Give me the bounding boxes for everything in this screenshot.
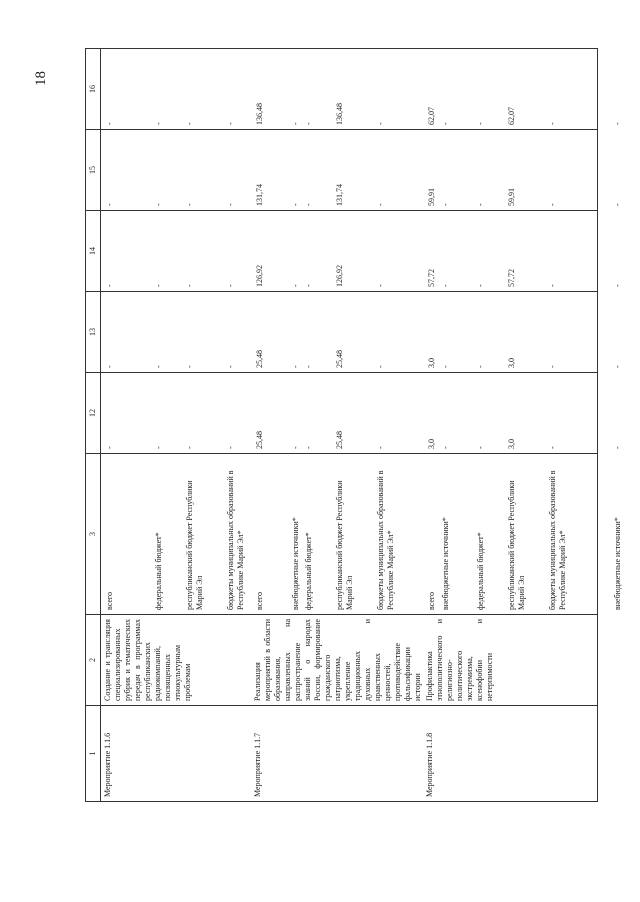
funding-value: - [105, 284, 114, 287]
funding-value: - [185, 203, 194, 206]
funding-source: федеральный бюджет* [154, 532, 163, 610]
funding-value: - [226, 203, 235, 206]
table-row [251, 49, 423, 802]
funding-value: 62,07 [426, 107, 436, 125]
funding-value: - [185, 284, 194, 287]
funding-value: 131,74 [254, 184, 264, 206]
year-value-cell [423, 130, 622, 211]
funding-value: 59,91 [506, 188, 516, 206]
funding-value: 3,0 [506, 439, 516, 449]
funding-value: 3,0 [426, 358, 436, 368]
funding-value: - [547, 284, 557, 287]
funding-value: - [291, 365, 300, 368]
funding-value: - [612, 203, 622, 206]
funding-value: 59,91 [426, 188, 436, 206]
funding-value: - [303, 365, 313, 368]
funding-value: - [291, 446, 300, 449]
funding-source: бюджеты муниципальных образований в Республике Марий Эл* [547, 470, 567, 610]
funding-value: 131,74 [334, 184, 344, 206]
funding-value: - [226, 365, 235, 368]
funding-value: 57,72 [426, 269, 436, 287]
funding-value: - [375, 122, 385, 125]
funding-value: - [303, 122, 313, 125]
funding-source: бюджеты муниципальных образований в Республике Марий Эл* [226, 470, 245, 610]
funding-sources-cell [101, 454, 300, 615]
funding-value: - [375, 446, 385, 449]
funding-value: - [375, 284, 385, 287]
funding-source: всего [105, 591, 114, 610]
year-value-cell [423, 49, 622, 130]
funding-value: 136,48 [334, 103, 344, 125]
funding-value: - [154, 203, 163, 206]
funding-value: - [154, 122, 163, 125]
funding-value: 3,0 [426, 439, 436, 449]
funding-value: - [185, 446, 194, 449]
year-value-cell [423, 373, 622, 454]
column-header: 13 [86, 292, 101, 373]
table-row [423, 49, 598, 802]
funding-source: федеральный бюджет* [475, 532, 485, 610]
funding-value: - [440, 284, 450, 287]
funding-value: - [105, 365, 114, 368]
funding-sources-cell [251, 454, 450, 615]
column-header: 1 [86, 706, 101, 802]
column-header: 16 [86, 49, 101, 130]
funding-source: республиканский бюджет Республики Марий Эл [185, 480, 204, 610]
funding-value: - [547, 365, 557, 368]
funding-value: - [547, 203, 557, 206]
funding-value: - [291, 122, 300, 125]
funding-value: 25,48 [254, 350, 264, 368]
funding-value: 136,48 [254, 103, 264, 125]
funding-source: бюджеты муниципальных образований в Республике Марий Эл* [375, 470, 395, 610]
measure-cell: Мероприятие 1.1.8 [423, 706, 598, 802]
funding-value: - [105, 446, 114, 449]
funding-value: - [440, 446, 450, 449]
funding-value: - [226, 284, 235, 287]
funding-value: - [154, 365, 163, 368]
funding-source: внебюджетные источники* [291, 517, 300, 610]
measure-cell: Мероприятие 1.1.6 [101, 706, 251, 802]
header-row [86, 49, 101, 802]
funding-value: 62,07 [506, 107, 516, 125]
funding-value: 25,48 [254, 431, 264, 449]
budget-body [101, 49, 622, 802]
funding-value: - [612, 284, 622, 287]
funding-value: - [185, 122, 194, 125]
column-header: 12 [86, 373, 101, 454]
funding-value: - [291, 284, 300, 287]
year-value-cell [423, 211, 622, 292]
funding-source: всего [426, 591, 436, 610]
funding-value: - [226, 446, 235, 449]
funding-value: - [440, 365, 450, 368]
funding-value: - [475, 203, 485, 206]
funding-value: - [185, 365, 194, 368]
funding-source: республиканский бюджет Республики Марий Эл [334, 480, 354, 610]
funding-source: республиканский бюджет Республики Марий Эл [506, 480, 526, 610]
funding-value: - [612, 365, 622, 368]
column-header: 15 [86, 130, 101, 211]
funding-value: - [475, 446, 485, 449]
funding-value: - [475, 365, 485, 368]
funding-value: - [154, 284, 163, 287]
funding-value: - [440, 122, 450, 125]
year-value-cell [423, 292, 622, 373]
funding-value: - [303, 446, 313, 449]
funding-value: - [547, 122, 557, 125]
funding-value: 126,92 [334, 265, 344, 287]
funding-value: - [105, 203, 114, 206]
funding-source: всего [254, 591, 264, 610]
funding-source: внебюджетные источники* [612, 517, 622, 610]
funding-value: - [475, 122, 485, 125]
funding-value: 3,0 [506, 358, 516, 368]
funding-value: 25,48 [334, 431, 344, 449]
funding-value: - [303, 284, 313, 287]
funding-value: 25,48 [334, 350, 344, 368]
funding-value: - [612, 122, 622, 125]
funding-source: внебюджетные источники* [440, 517, 450, 610]
column-header: 2 [86, 615, 101, 706]
funding-value: - [226, 122, 235, 125]
funding-value: - [612, 446, 622, 449]
funding-value: - [440, 203, 450, 206]
funding-value: 126,92 [254, 265, 264, 287]
funding-value: - [303, 203, 313, 206]
funding-value: - [105, 122, 114, 125]
funding-value: - [375, 203, 385, 206]
funding-value: - [475, 284, 485, 287]
funding-value: - [375, 365, 385, 368]
budget-table [85, 48, 622, 802]
funding-value: 57,72 [506, 269, 516, 287]
page-number: 18 [33, 71, 49, 86]
column-header: 14 [86, 211, 101, 292]
funding-sources-cell [423, 454, 622, 615]
measure-description: Профилактика этнополитического и религиозно-политического экстремизма, ксенофобии и нетерпимости [423, 615, 598, 706]
column-header: 3 [86, 454, 101, 615]
funding-value: - [291, 203, 300, 206]
measure-cell: Мероприятие 1.1.7 [251, 706, 423, 802]
measure-description: Создание и трансляция специализированных рубрик и тематических передач в программах республиканских радиокомпаний, посвященных этнокультурным проблемам [101, 615, 251, 706]
funding-value: - [547, 446, 557, 449]
funding-value: - [154, 446, 163, 449]
funding-source: федеральный бюджет* [303, 532, 313, 610]
table-row [101, 49, 251, 802]
measure-description: Реализация мероприятий в области образования, направленных на распространение знаний о народах России, формирование гражданского патриотизма, укрепление традиционных духовных и нравственных ценностей, противодействие фальсификации истории [251, 615, 423, 706]
